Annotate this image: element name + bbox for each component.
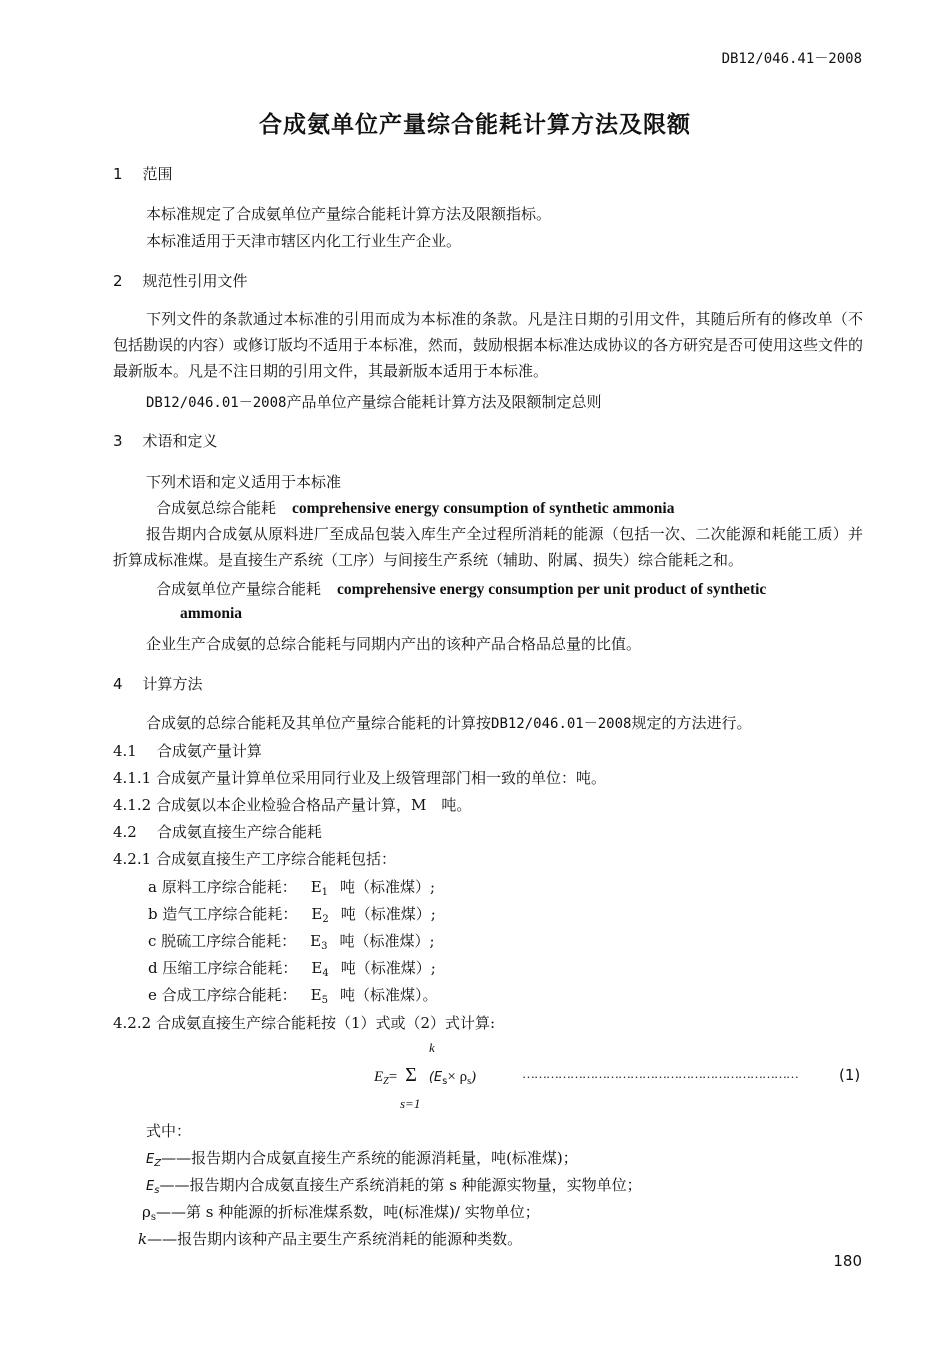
section-number: 2 (113, 272, 123, 290)
item-subscript: 1 (321, 887, 329, 898)
term-2 (156, 578, 766, 599)
clause-4-1-1 (113, 767, 606, 788)
section-4-heading (113, 673, 203, 694)
subsection-title: 合成氨产量计算 (156, 742, 262, 760)
formula-lhs-subscript: Z (383, 1076, 389, 1087)
subsection-title: 合成氨直接生产综合能耗 (156, 823, 322, 841)
subsection-4-2-heading (113, 821, 322, 842)
item-symbol: E (310, 878, 322, 896)
paragraph (146, 712, 751, 733)
item-unit: 吨（标准煤）; (340, 878, 436, 896)
subsection-4-1-heading (113, 740, 262, 761)
subsection-number: 4.1 (113, 742, 137, 760)
clause-4-1-2 (113, 794, 471, 815)
clause-4-2-1 (113, 848, 396, 869)
legend-subscript: Z (154, 1158, 162, 1169)
formula-upper-limit: k (429, 1040, 435, 1055)
formula (374, 1064, 476, 1087)
clause-number: 4.2.1 (113, 850, 152, 868)
list-item (148, 930, 435, 952)
formula-lower-limit: s=1 (400, 1096, 421, 1111)
clause-number: 4.1.2 (113, 796, 152, 814)
paragraph: 报告期内合成氨从原料进厂至成品包装入库生产全过程所消耗的能源（包括一次、二次能源和耗能工质）并折算成标准煤。是直接生产系统（工序）与间接生产系统（辅助、附属、损失）综合能耗之和。 (113, 525, 863, 569)
legend-row (138, 1228, 522, 1249)
section-title: 计算方法 (142, 675, 203, 693)
section-title: 规范性引用文件 (142, 272, 248, 290)
legend-subscript: s (150, 1212, 156, 1223)
item-label: e 合成工序综合能耗： (148, 986, 297, 1004)
item-subscript: 3 (321, 941, 328, 952)
legend-text: ——第 s 种能源的折标准煤系数，吨(标准煤)/ 实物单位； (155, 1203, 540, 1221)
list-item (148, 957, 436, 979)
clause-text: 合成氨产量计算单位采用同行业及上级管理部门相一致的单位：吨。 (155, 769, 606, 787)
item-subscript: 5 (321, 995, 328, 1006)
clause-text: 合成氨以本企业检验合格品产量计算，M 吨。 (155, 796, 472, 814)
formula-number: (1) (839, 1066, 861, 1084)
term-en: comprehensive energy consumption per unit product of synthetic (337, 581, 767, 598)
legend-row (146, 1147, 578, 1169)
term-en: comprehensive energy consumption of synthetic ammonia (292, 500, 675, 517)
formula-body-subscript: s (442, 1076, 448, 1087)
paragraph: 本标准规定了合成氨单位产量综合能耗计算方法及限额指标。 (146, 205, 552, 223)
item-label: c 脱硫工序综合能耗： (148, 932, 297, 950)
clause-4-2-2 (113, 1012, 495, 1033)
legend-text: ——报告期内合成氨直接生产系统消耗的第 s 种能源实物量，实物单位； (159, 1176, 642, 1194)
formula-sigma: Σ (405, 1064, 417, 1086)
term-cn: 合成氨总综合能耗 (156, 499, 277, 517)
legend-symbol: E (146, 1152, 155, 1167)
list-item (148, 876, 435, 898)
term-1 (156, 497, 674, 518)
item-symbol: E (311, 959, 323, 977)
section-number: 4 (113, 675, 123, 693)
paragraph: 下列术语和定义适用于本标准 (146, 473, 342, 491)
item-unit: 吨（标准煤）; (339, 932, 435, 950)
section-3-heading (113, 430, 218, 451)
section-number: 1 (113, 165, 123, 183)
text: 规定的方法进行。 (631, 714, 752, 732)
section-2-heading (113, 270, 248, 291)
page-number: 180 (833, 1252, 862, 1270)
subsection-number: 4.2 (113, 823, 137, 841)
clause-number: 4.2.2 (113, 1014, 152, 1032)
formula-body: (E (428, 1070, 443, 1085)
clause-heading: 合成氨直接生产综合能耗按 (155, 1014, 336, 1032)
legend-text: ——报告期内合成氨直接生产系统的能源消耗量，吨(标准煤)； (161, 1149, 578, 1167)
paragraph: 企业生产合成氨的总综合能耗与同期内产出的该种产品合格品总量的比值。 (146, 635, 642, 653)
paragraph: 下列文件的条款通过本标准的引用而成为本标准的条款。凡是注日期的引用文件，其随后所有的修改单（不包括勘误的内容）或修订版均不适用于本标准，然而，鼓励根据本标准达成协议的各方研究是否可使用这些文件的最新版本。凡是不注日期的引用文件，其最新版本适用于本标准。 (113, 310, 864, 380)
legend-row (146, 1174, 642, 1196)
reference-code: DB12/046.01－2008 (146, 395, 287, 411)
item-label: d 压缩工序综合能耗： (148, 959, 298, 977)
section-1-heading (113, 163, 173, 184)
formula-close: ) (470, 1069, 476, 1085)
formula-lhs: E (374, 1069, 384, 1085)
formula-equals: = (388, 1069, 398, 1085)
clause-number: 4.1.1 (113, 769, 152, 787)
formula-rho-subscript: s (467, 1076, 471, 1087)
clause-text: （1）式或（2）式计算: (335, 1014, 496, 1032)
legend-symbol: ρ (142, 1203, 151, 1221)
legend-text: ——报告期内该种产品主要生产系统消耗的能源种类数。 (147, 1230, 523, 1248)
formula-times-rho: × ρ (447, 1069, 468, 1085)
item-unit: 吨（标准煤）; (340, 959, 436, 977)
item-unit: 吨（标准煤）; (340, 905, 436, 923)
section-title: 范围 (142, 165, 173, 183)
legend-symbol: E (146, 1179, 155, 1194)
list-item (148, 903, 436, 925)
section-number: 3 (113, 432, 123, 450)
item-subscript: 2 (322, 914, 329, 925)
term-en-continued: ammonia (180, 605, 242, 622)
text: 合成氨的总综合能耗及其单位产量综合能耗的计算按 (146, 714, 492, 732)
list-item (148, 984, 438, 1006)
item-symbol: E (310, 986, 322, 1004)
doc-code: DB12/046.41－2008 (721, 51, 862, 67)
item-label: b 造气工序综合能耗： (148, 905, 298, 923)
reference-title: 产品单位产量综合能耗计算方法及限额制定总则 (286, 393, 602, 411)
reference-entry (146, 391, 601, 412)
formula-leader-dots: …………………………………………………………… (522, 1066, 798, 1081)
item-unit: 吨（标准煤）。 (339, 986, 438, 1004)
legend-subscript: s (154, 1185, 160, 1196)
legend-row (142, 1201, 540, 1223)
legend-symbol: k (138, 1230, 148, 1248)
legend-intro: 式中： (146, 1122, 192, 1140)
clause-text: 合成氨直接生产工序综合能耗包括： (155, 850, 396, 868)
section-title: 术语和定义 (142, 432, 218, 450)
item-label: a 原料工序综合能耗： (148, 878, 297, 896)
paragraph: 本标准适用于天津市辖区内化工行业生产企业。 (146, 232, 462, 250)
reference-code: DB12/046.01－2008 (491, 716, 632, 732)
item-subscript: 4 (322, 968, 329, 979)
item-symbol: E (311, 905, 323, 923)
term-cn: 合成氨单位产量综合能耗 (156, 580, 322, 598)
page-title: 合成氨单位产量综合能耗计算方法及限额 (259, 112, 691, 138)
item-symbol: E (310, 932, 322, 950)
